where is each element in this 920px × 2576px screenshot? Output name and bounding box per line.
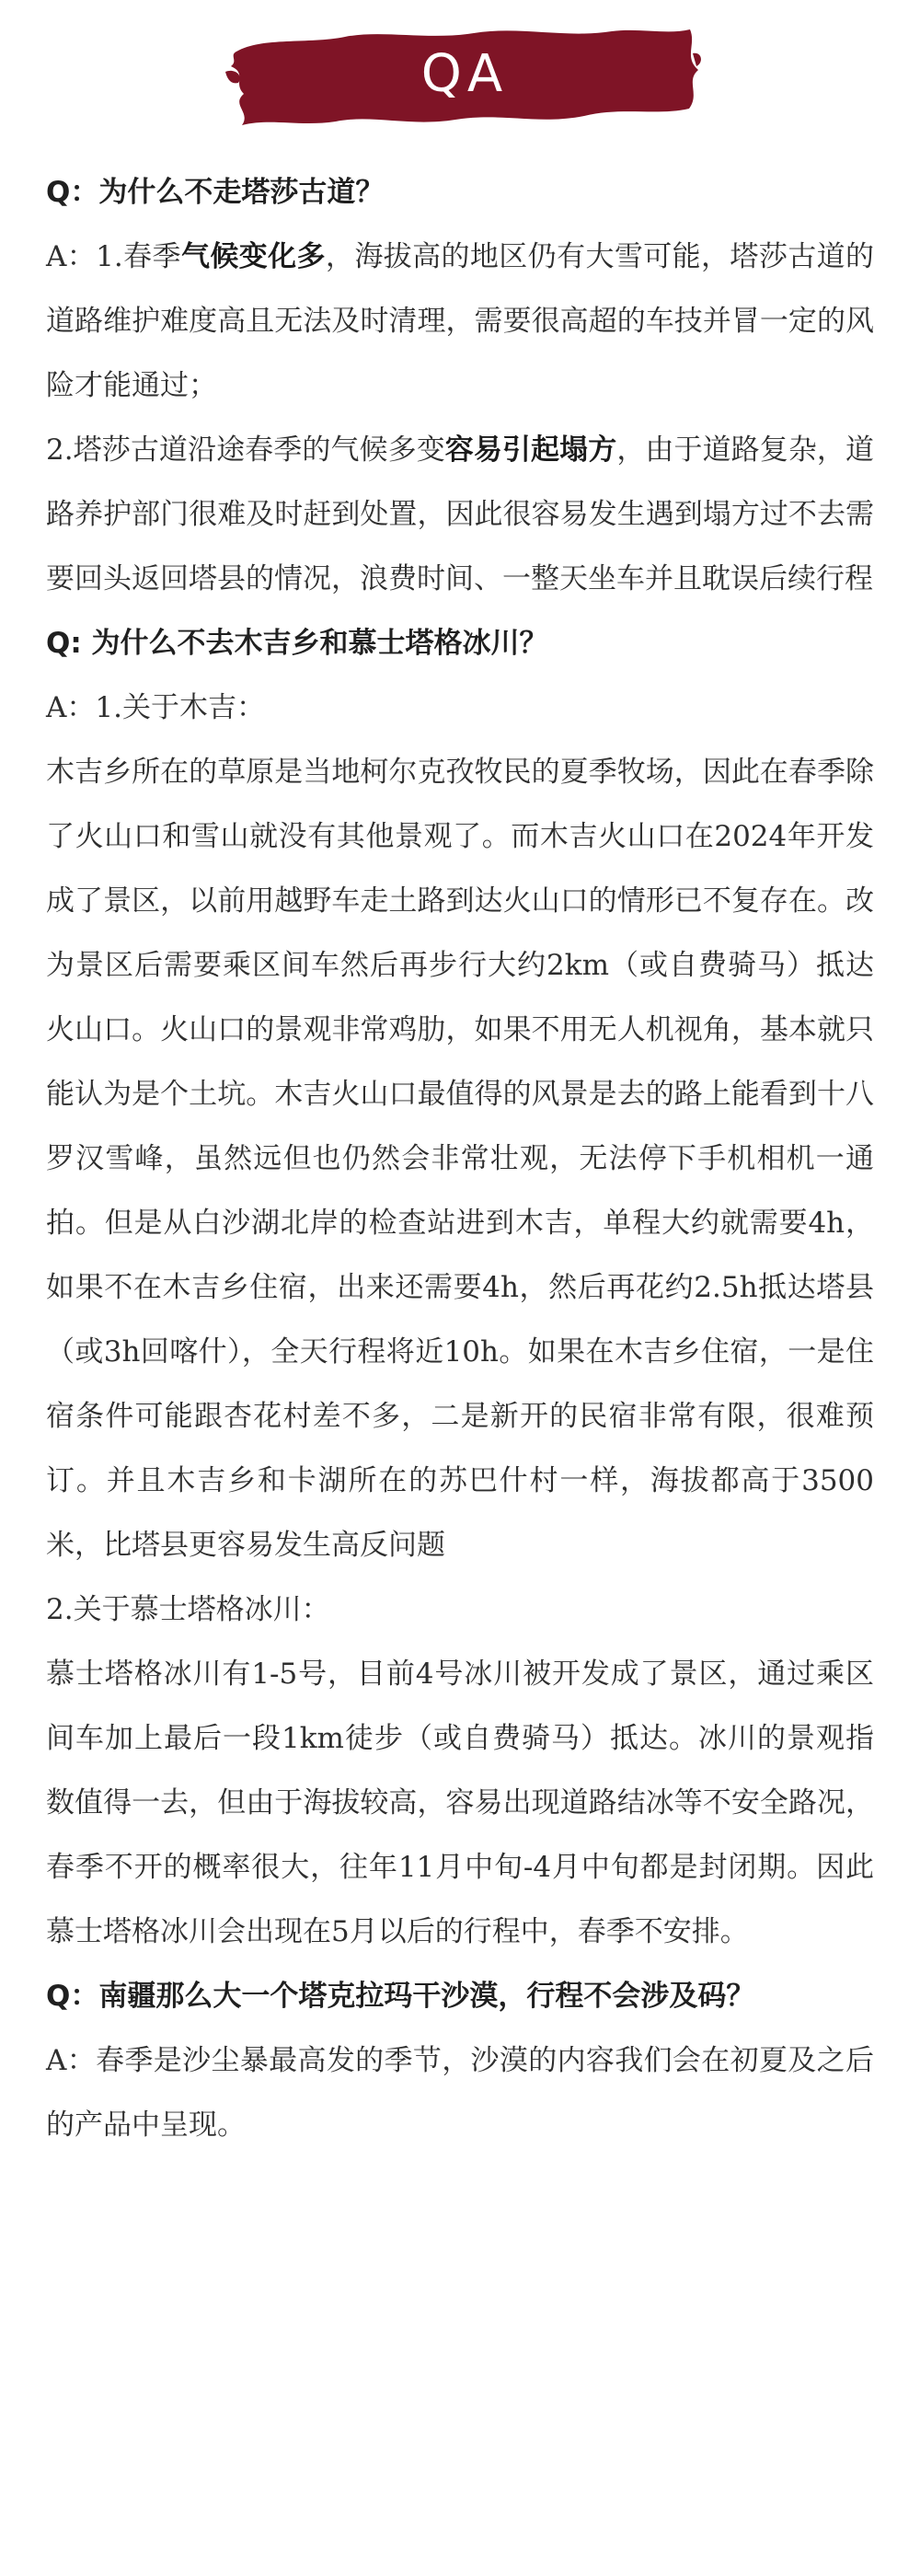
answer-3: A：春季是沙尘暴最高发的季节，沙漠的内容我们会在初夏及之后的产品中呈现。 xyxy=(46,2044,874,2142)
question-1: Q：为什么不走塔莎古道？ xyxy=(46,176,385,209)
highlight-text: 容易引起塌方 xyxy=(444,433,617,467)
answer-2-heading-2: 2.关于慕士塔格冰川： xyxy=(46,1593,330,1626)
answer-1-point-1: A：1.春季气候变化多，海拔高的地区仍有大雪可能，塔莎古道的道路维护难度高且无法及时清理，需要很高超的车技并冒一定的风险才能通过； xyxy=(46,240,875,402)
answer-2-heading-1: A：1.关于木吉： xyxy=(46,691,265,724)
highlight-text: 气候变化多 xyxy=(180,240,326,273)
qa-content xyxy=(46,160,874,2157)
answer-2-body-2: 慕士塔格冰川有1-5号，目前4号冰川被开发成了景区，通过乘区间车加上最后一段1km徒步（或自费骑马）抵达。冰川的景观指数值得一去，但由于海拔较高，容易出现道路结冰等不安全路况，春季不开的概率很大，往年11月中旬-4月中旬都是封闭期。因此慕士塔格冰川会出现在5月以后的行程中，春季不安排。 xyxy=(46,1658,874,1948)
question-2: Q: 为什么不去木吉乡和慕士塔格冰川？ xyxy=(46,627,548,660)
banner-title: QA xyxy=(420,44,509,104)
answer-1-point-2: 2.塔莎古道沿途春季的气候多变容易引起塌方，由于道路复杂，道路养护部门很难及时赶到处置，因此很容易发生遇到塌方过不去需要回头返回塔县的情况，浪费时间、一整天坐车并且耽误后续行程 xyxy=(46,433,875,595)
answer-2-body-1: 木吉乡所在的草原是当地柯尔克孜牧民的夏季牧场，因此在春季除了火山口和雪山就没有其他景观了。而木吉火山口在2024年开发成了景区，以前用越野车走土路到达火山口的情形已不复存在。改为景区后需要乘区间车然后再步行大约2km（或自费骑马）抵达火山口。火山口的景观非常鸡肋，如果不用无人机视角，基本就只能认为是个土坑。木吉火山口最值得的风景是去的路上能看到十八罗汉雪峰，虽然远但也仍然会非常壮观，无法停下手机相机一通拍。但是从白沙湖北岸的检查站进到木吉，单程大约就需要4h，如果不在木吉乡住宿，出来还需要4h，然后再花约2.5h抵达塔县（或3h回喀什），全天行程将近10h。如果在木吉乡住宿，一是住宿条件可能跟杏花村差不多，二是新开的民宿非常有限，很难预订。并且木吉乡和卡湖所在的苏巴什村一样，海拔都高于3500米，比塔县更容易发生高反问题 xyxy=(46,756,874,1562)
qa-banner xyxy=(225,17,704,136)
question-3: Q：南疆那么大一个塔克拉玛干沙漠，行程不会涉及码？ xyxy=(46,1980,755,2013)
